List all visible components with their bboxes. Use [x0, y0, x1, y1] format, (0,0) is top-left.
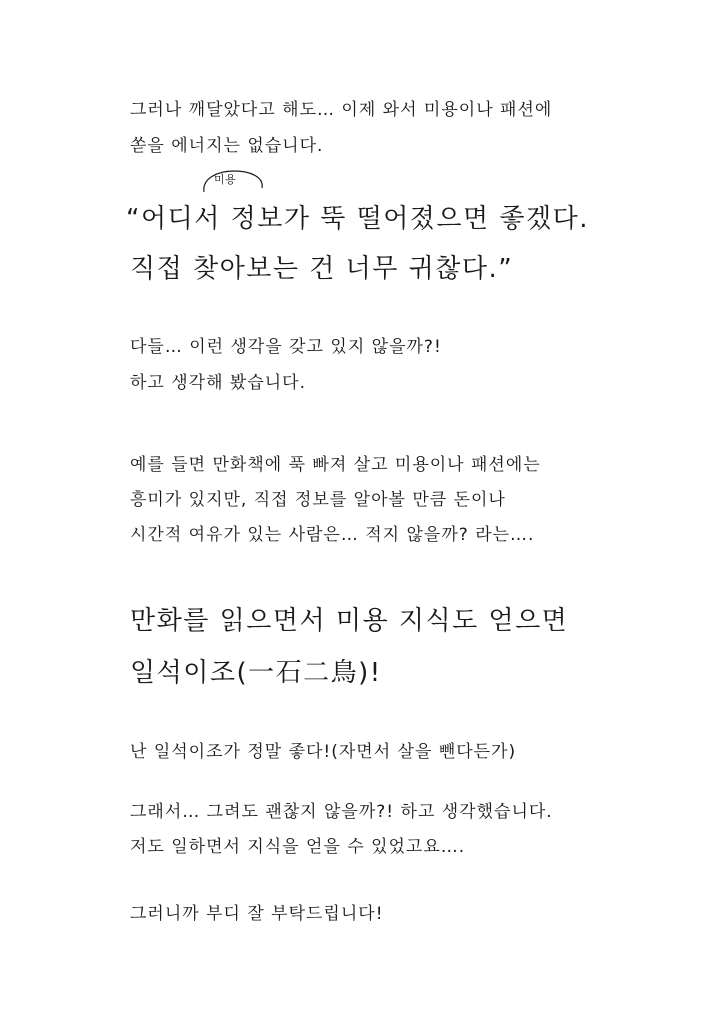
paragraph-3-line-3: 시간적 여유가 있는 사람은… 적지 않을까? 라는….: [130, 525, 535, 545]
quote-line-1: “어디서 정보가 뚝 떨어졌으면 좋겠다.: [126, 204, 590, 234]
heading-line-1: 만화를 읽으면서 미용 지식도 얻으면: [130, 606, 569, 636]
paragraph-3-line-1: 예를 들면 만화책에 푹 빠져 살고 미용이나 패션에는: [130, 455, 541, 475]
paragraph-4-line-1: 난 일석이조가 정말 좋다!(자면서 살을 뺀다든가): [130, 742, 517, 762]
paragraph-5-line-1: 그래서… 그려도 괜찮지 않을까?! 하고 생각했습니다.: [130, 802, 553, 822]
heading-line-2: 일석이조(一石二鳥)!: [130, 658, 382, 688]
annotation-text: 미용: [214, 173, 237, 186]
paragraph-5-line-2: 저도 일하면서 지식을 얻을 수 있었고요….: [130, 837, 466, 857]
paragraph-1-line-2: 쏟을 에너지는 없습니다.: [130, 136, 324, 156]
paragraph-1-line-1: 그러나 깨달았다고 해도… 이제 와서 미용이나 패션에: [130, 100, 553, 120]
paragraph-6-line-1: 그러니까 부디 잘 부탁드립니다!: [130, 904, 384, 924]
quote-line-2: 직접 찾아보는 건 너무 귀찮다.”: [130, 254, 514, 284]
paragraph-2-line-1: 다들… 이런 생각을 갖고 있지 않을까?!: [130, 337, 442, 357]
quote-annotation: [200, 168, 266, 198]
paragraph-3-line-2: 흥미가 있지만, 직접 정보를 알아볼 만큼 돈이나: [130, 490, 506, 510]
paragraph-2-line-2: 하고 생각해 봤습니다.: [130, 373, 307, 393]
